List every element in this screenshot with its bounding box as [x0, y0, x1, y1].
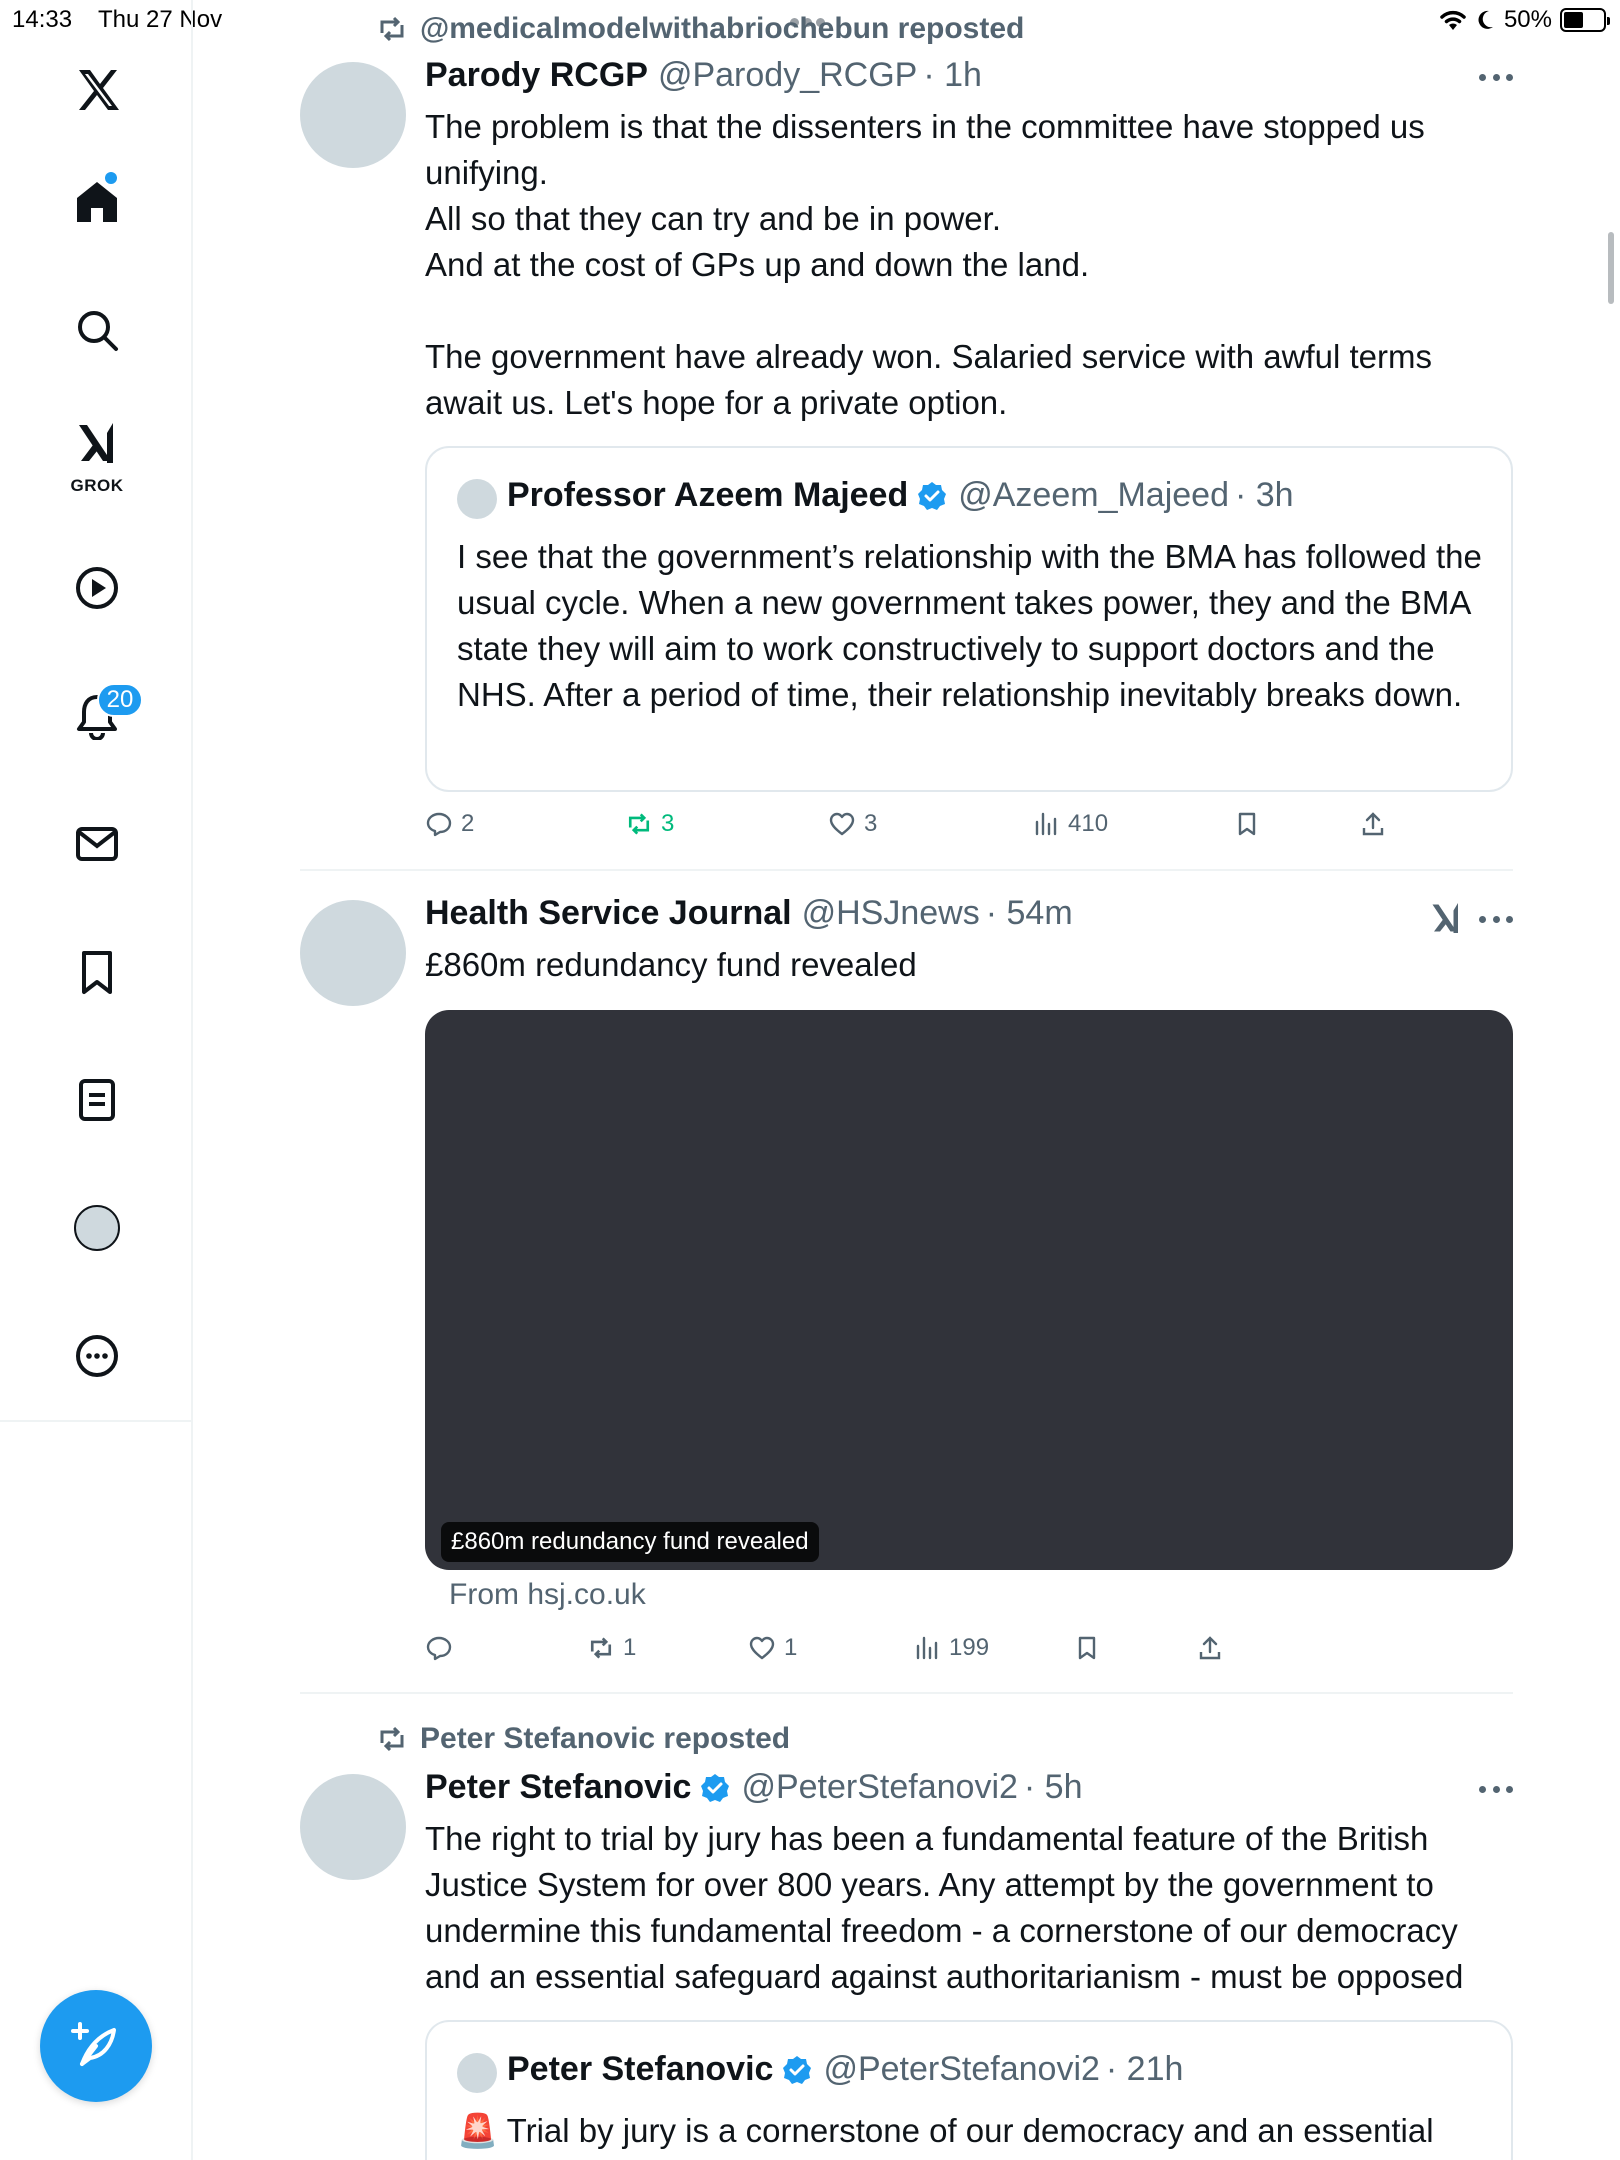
post-text — [425, 104, 1510, 426]
post-text-line: The problem is that the dissenters in the committee have stopped us unifying. — [425, 108, 1425, 191]
avatar — [457, 479, 497, 519]
author-name[interactable]: Health Service Journal — [425, 894, 792, 932]
bookmark-button[interactable] — [1233, 810, 1261, 838]
repost-count: 1 — [623, 1634, 637, 1661]
compose-post-button[interactable] — [40, 1990, 152, 2102]
repost-button[interactable] — [587, 1634, 636, 1662]
post-text: The right to trial by jury has been a fundamental feature of the British Justice System for over 800 years. Any attempt by the government to undermine this fundamental freedom - a cornerstone of our democracy and an essential safeguard against authoritarianism - must be opposed — [425, 1820, 1464, 1995]
home-icon — [73, 178, 121, 226]
repost-by-text[interactable]: Peter Stefanovic reposted — [420, 1722, 791, 1755]
author-handle[interactable]: @Parody_RCGP — [657, 56, 918, 94]
repost-icon — [625, 810, 653, 838]
post-actions — [425, 1634, 1513, 1674]
bookmark-icon — [73, 948, 121, 996]
quoted-author-name: Peter Stefanovic — [507, 2050, 774, 2088]
more-options-icon[interactable] — [1479, 1784, 1513, 1794]
quoted-author-name: Professor Azeem Majeed — [507, 476, 909, 514]
feed-scrollbar[interactable] — [1608, 232, 1614, 304]
repost-count: 3 — [661, 810, 675, 837]
quoted-post-text: 🚨 Trial by jury is a cornerstone of our democracy and an essential — [457, 2112, 1434, 2149]
quoted-post-header — [507, 2050, 1183, 2089]
play-icon — [73, 564, 121, 612]
post-text-line: The government have already won. Salaried service with awful terms await us. Let's hope for a private option. — [425, 338, 1432, 421]
home-unread-dot — [105, 172, 117, 184]
share-icon — [1359, 810, 1387, 838]
post-header — [425, 894, 1073, 933]
post-hsj[interactable] — [300, 872, 1513, 1692]
like-button[interactable] — [748, 1634, 797, 1662]
bookmark-button[interactable] — [1073, 1634, 1101, 1662]
quoted-post-time: · 3h — [1235, 476, 1294, 514]
sidebar-item-messages[interactable] — [55, 802, 139, 886]
post-time[interactable]: · 5h — [1023, 1768, 1083, 1806]
heart-icon — [828, 810, 856, 838]
avatar[interactable] — [300, 900, 406, 1006]
post-text-line: And at the cost of GPs up and down the land. — [425, 246, 1090, 283]
reply-button[interactable] — [425, 810, 474, 838]
author-name[interactable]: Parody RCGP — [425, 56, 648, 94]
more-options-icon[interactable] — [1479, 72, 1513, 82]
post-peter-stefanovic[interactable] — [300, 1694, 1513, 2160]
repost-button[interactable] — [625, 810, 674, 838]
sidebar-item-home[interactable] — [55, 160, 139, 244]
bookmark-icon — [1073, 1634, 1101, 1662]
repost-indicator — [376, 12, 1024, 46]
views-chart-icon — [1032, 810, 1060, 838]
grok-icon — [73, 419, 121, 467]
view-count: 410 — [1068, 810, 1109, 837]
sidebar-nav — [0, 0, 193, 2160]
quoted-post-time: · 21h — [1105, 2050, 1184, 2088]
profile-avatar-icon — [73, 1204, 121, 1252]
sidebar-item-grok[interactable] — [55, 408, 139, 478]
battery-icon — [1560, 8, 1606, 32]
repost-icon — [376, 13, 408, 45]
sidebar-item-more[interactable] — [55, 1314, 139, 1398]
views-button[interactable] — [1032, 810, 1108, 838]
share-icon — [1196, 1634, 1224, 1662]
reply-icon — [425, 1634, 453, 1662]
verified-badge-icon — [781, 2054, 813, 2086]
feather-plus-icon — [68, 2018, 124, 2074]
bookmark-icon — [1233, 810, 1261, 838]
sidebar-item-explore[interactable] — [55, 288, 139, 372]
sidebar-item-bookmarks[interactable] — [55, 930, 139, 1014]
notifications-badge: 20 — [97, 683, 143, 717]
quoted-post[interactable] — [425, 2020, 1513, 2160]
post-time[interactable]: · 54m — [985, 894, 1073, 932]
link-card-image[interactable] — [425, 1010, 1513, 1570]
post-text: £860m redundancy fund revealed — [425, 946, 917, 983]
author-handle[interactable]: @HSJnews — [801, 894, 980, 932]
status-time: 14:33 — [12, 6, 73, 33]
more-options-icon[interactable] — [1479, 914, 1513, 924]
share-button[interactable] — [1359, 810, 1387, 838]
more-circle-icon — [73, 1332, 121, 1380]
post-divider — [300, 869, 1513, 871]
reply-count: 2 — [461, 810, 475, 837]
author-name[interactable]: Peter Stefanovic — [425, 1768, 692, 1806]
reply-icon — [425, 810, 453, 838]
views-button[interactable] — [913, 1634, 989, 1662]
views-chart-icon — [913, 1634, 941, 1662]
quoted-post-text: I see that the government’s relationship with the BMA has followed the usual cycle. When a new government takes power, they and the BMA state they will aim to work constructively to support doctors and the NHS. After a period of time, their relationship inevitably breaks down. — [457, 538, 1482, 713]
verified-badge-icon — [916, 480, 948, 512]
avatar — [457, 2053, 497, 2093]
avatar[interactable] — [300, 62, 406, 168]
x-logo-icon[interactable] — [55, 48, 139, 132]
post-time[interactable]: · 1h — [923, 56, 982, 94]
post-text-line: All so that they can try and be in power. — [425, 200, 1002, 237]
link-source[interactable]: From hsj.co.uk — [449, 1578, 646, 1611]
repost-icon — [587, 1634, 615, 1662]
heart-icon — [748, 1634, 776, 1662]
quoted-post[interactable] — [425, 446, 1513, 792]
mail-icon — [73, 820, 121, 868]
sidebar-item-profile[interactable] — [55, 1186, 139, 1270]
repost-by-text[interactable]: @medicalmodelwithabriochebun reposted — [420, 12, 1025, 45]
post-header — [425, 1768, 1083, 1807]
author-handle[interactable]: @PeterStefanovi2 — [741, 1768, 1018, 1806]
search-icon — [73, 306, 121, 354]
post-parody-rcgp[interactable] — [300, 0, 1513, 860]
quoted-author-handle: @PeterStefanovi2 — [823, 2050, 1100, 2088]
link-card-title: £860m redundancy fund revealed — [441, 1522, 819, 1562]
post-header — [425, 56, 982, 95]
quoted-author-handle: @Azeem_Majeed — [958, 476, 1229, 514]
status-date: Thu 27 Nov — [98, 6, 223, 33]
battery-percent: 50% — [1503, 6, 1552, 33]
grok-explain-icon[interactable] — [1428, 900, 1464, 936]
sidebar-divider — [0, 1420, 193, 1422]
sidebar-item-video[interactable] — [55, 546, 139, 630]
grok-label: GROK — [70, 476, 124, 495]
like-count: 3 — [864, 810, 878, 837]
sidebar-item-lists[interactable] — [55, 1058, 139, 1142]
quoted-post-header — [507, 476, 1294, 515]
list-icon — [73, 1076, 121, 1124]
share-button[interactable] — [1196, 1634, 1224, 1662]
view-count: 199 — [949, 1634, 990, 1661]
like-count: 1 — [784, 1634, 798, 1661]
repost-indicator — [376, 1722, 790, 1756]
repost-icon — [376, 1723, 408, 1755]
verified-badge-icon — [699, 1772, 731, 1804]
like-button[interactable] — [828, 810, 877, 838]
reply-button[interactable] — [425, 1634, 461, 1662]
post-actions — [425, 810, 1513, 850]
avatar[interactable] — [300, 1774, 406, 1880]
